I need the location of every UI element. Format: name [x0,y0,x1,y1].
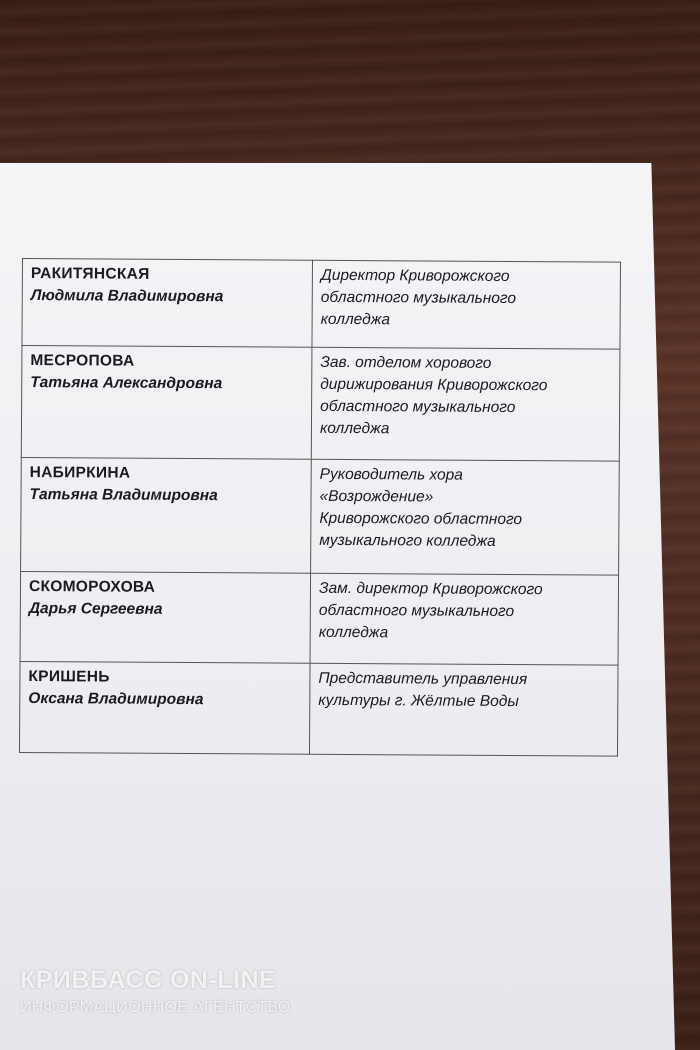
role-line: Директор Криворожского [320,266,510,285]
role-cell [311,459,620,575]
role-line: колледжа [318,623,389,642]
role-cell [312,260,621,349]
given-name: Татьяна Александровна [30,374,223,393]
table-row [20,571,619,665]
watermark-subtitle: ИНФОРМАЦИОННОЕ АГЕНТСТВО [20,999,291,1016]
given-name: Людмила Владимировна [30,287,224,306]
role-cell [309,663,618,756]
jury-table-wrapper [19,258,621,757]
role-cell [310,573,619,665]
name-cell [22,259,313,348]
role-line: колледжа [320,310,391,329]
role-line: колледжа [319,419,390,438]
given-name: Оксана Владимировна [28,690,204,709]
role-line: «Возрождение» [319,487,434,506]
role-line: музыкального колледжа [319,531,496,550]
role-line: Руководитель хора [319,465,463,484]
watermark-logo [20,966,291,1017]
role-line: культуры г. Жёлтые Воды [318,691,519,711]
role-line: областного музыкального [318,601,515,621]
role-line: Криворожского областного [319,509,523,529]
name-cell [20,571,311,663]
table-row [21,457,620,575]
name-cell [21,457,312,573]
table-row [19,661,618,756]
role-line: областного музыкального [320,288,517,308]
role-line: областного музыкального [320,397,516,417]
role-line: Зав. отделом хорового [320,353,492,372]
role-line: Зам. директор Криворожского [318,579,543,599]
table-row [21,346,620,462]
name-cell [21,346,312,460]
watermark-title: КРИВБАСС ON-LINE [20,966,277,994]
surname: НАБИРКИНА [29,464,131,482]
jury-table [19,258,621,757]
role-line: Представитель управления [318,669,528,689]
given-name: Дарья Сергеевна [28,600,163,618]
surname: МЕСРОПОВА [30,352,135,370]
surname: РАКИТЯНСКАЯ [30,265,150,283]
given-name: Татьяна Владимировна [29,486,218,505]
surname: СКОМОРОХОВА [28,578,156,596]
name-cell [19,661,310,754]
table-row [22,259,621,350]
role-line: дирижирования Криворожского [320,375,548,395]
role-cell [311,347,620,461]
surname: КРИШЕНЬ [28,668,110,686]
